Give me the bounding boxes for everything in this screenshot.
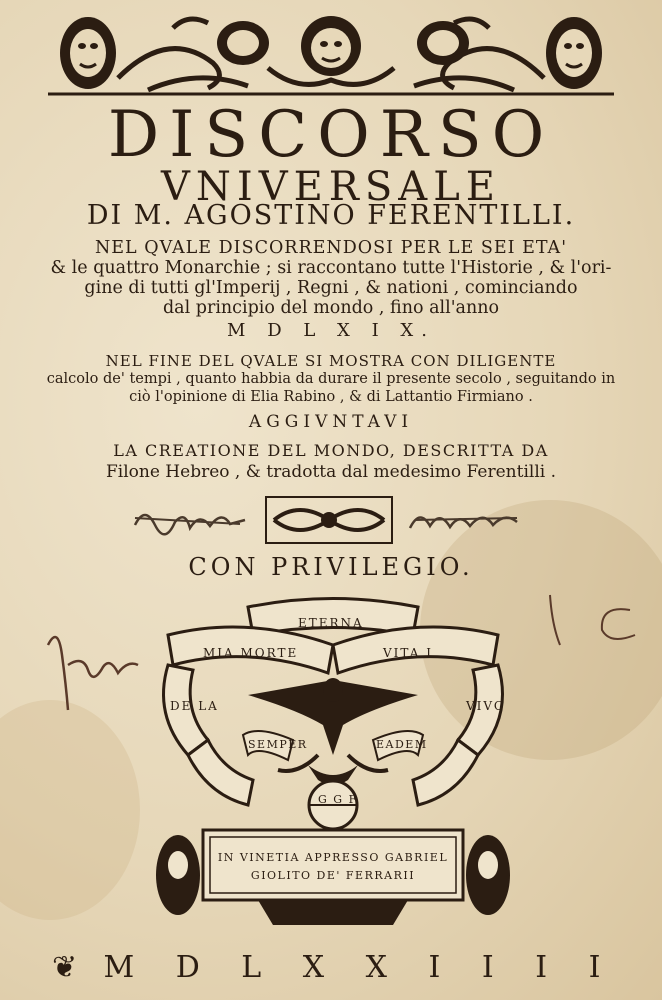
- aggiunta-heading: AGGIVNTAVI: [248, 412, 414, 432]
- imprint-year: M D L X X I I I I: [103, 950, 617, 985]
- margin-handwriting: [38, 615, 148, 725]
- description-line: gine di tutti gl'Imperij , Regni , & nationi , cominciando: [84, 278, 578, 298]
- author-line: DI M. AGOSTINO FERENTILLI.: [86, 200, 576, 231]
- printer-line2: GIOLITO DE' FERRARII: [250, 869, 416, 882]
- ribbon-right-text: VITA I: [383, 646, 433, 660]
- scroll-right-text: EADEM: [376, 738, 428, 751]
- creatione-line: LA CREATIONE DEL MONDO, DESCRITTA DA: [113, 441, 549, 460]
- nel-fine-line: NEL FINE DEL QVALE SI MOSTRA CON DILIGENTE: [105, 352, 557, 370]
- filone-line: Filone Hebreo , & tradotta dal medesimo Ferentilli .: [105, 462, 557, 482]
- ribbon-left-text: MIA MORTE: [203, 646, 299, 660]
- small-ornament: [264, 495, 394, 545]
- description-line: dal principio del mondo , fino all'anno: [162, 298, 500, 318]
- privilegio-line: CON PRIVILEGIO.: [188, 553, 474, 581]
- paper-stain: [0, 700, 140, 920]
- description-line: & le quattro Monarchie ; si raccontano tutte l'Historie , & l'ori-: [50, 258, 612, 278]
- ribbon-far-right-text: VIVO: [466, 699, 506, 713]
- globe-letters: G G F: [318, 793, 358, 806]
- ribbon-far-left-text: DE LA: [170, 699, 219, 713]
- handwritten-signature: [405, 500, 525, 540]
- fleuron-icon: ❦: [52, 950, 78, 985]
- printer-line1: IN VINETIA APPRESSO GABRIEL: [217, 851, 449, 864]
- cio-line: ciò l'opinione di Elia Rabino , & di Lattantio Firmiano .: [129, 389, 533, 405]
- handwritten-signature: [130, 500, 250, 540]
- page-title: DISCORSO: [107, 98, 555, 172]
- printers-device: [148, 595, 518, 935]
- calcolo-line: calcolo de' tempi , quanto habbia da durare il presente secolo , seguitando in: [46, 371, 616, 387]
- margin-handwriting: [540, 585, 650, 655]
- year-mdlxix: M D L X I X.: [227, 320, 435, 341]
- ornamental-headpiece: [48, 8, 614, 98]
- description-line: NEL QVALE DISCORRENDOSI PER LE SEI ETA': [94, 238, 568, 258]
- ribbon-top-text: ETERNA: [298, 616, 364, 630]
- subtitle: VNIVERSALE: [161, 164, 501, 210]
- scroll-left-text: SEMPER: [248, 738, 308, 751]
